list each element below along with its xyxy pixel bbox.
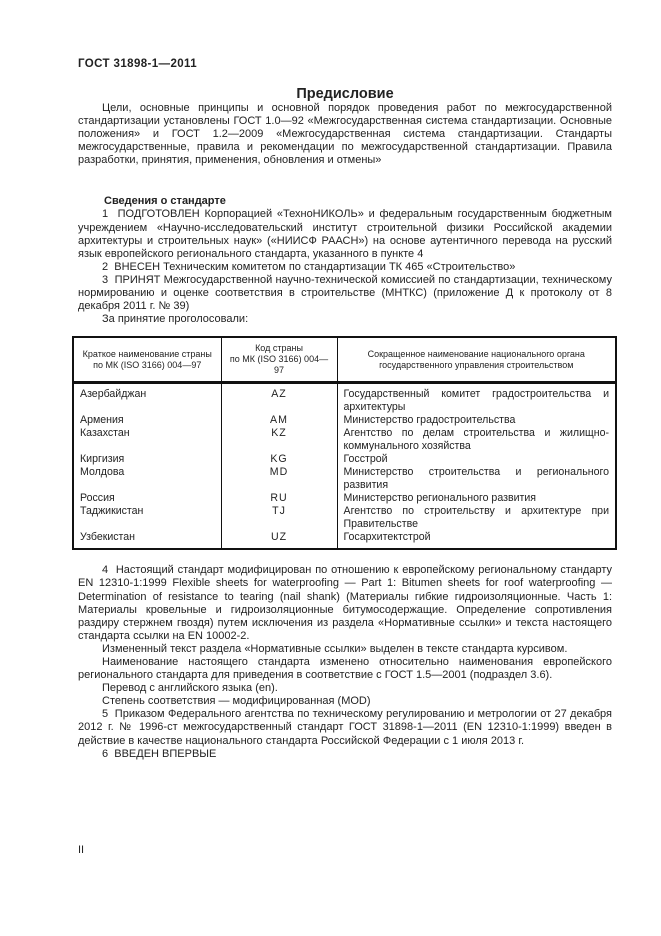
table-row bbox=[73, 383, 616, 415]
org-cell: Министерство градостроительства bbox=[337, 414, 616, 427]
code-cell: AM bbox=[221, 414, 337, 427]
clause-4-note-translation: Перевод с английского языка (en). bbox=[102, 682, 278, 695]
country-cell: Казахстан bbox=[73, 427, 221, 453]
country-cell: Молдова bbox=[73, 466, 221, 492]
voting-table bbox=[72, 336, 617, 550]
org-cell: Госархитектстрой bbox=[337, 531, 616, 549]
code-cell: UZ bbox=[221, 531, 337, 549]
voting-table-body bbox=[73, 383, 616, 550]
vote-caption: За принятие проголосовали: bbox=[102, 313, 249, 326]
clause-4-note-renamed: Наименование настоящего стандарта изменено относительно наименования европейского регионального стандарта для приведения в соответствие с ГОСТ 1.5—2001 (подраздел 3.6). bbox=[78, 655, 612, 682]
table-row bbox=[73, 414, 616, 427]
clause-1-prepared-by: 1 ПОДГОТОВЛЕН Корпорацией «ТехноНИКОЛЬ» и федеральным государственным бюджетным учреждением «Научно-исследовательский институт строительной физики Российской академии архитектуры и строительных наук» («НИИСФ РААСН») на основе аутентичного перевода на русский язык европейского регионального стандарта, указанного в пункте 4 bbox=[78, 208, 612, 260]
country-cell: Армения bbox=[73, 414, 221, 427]
org-cell: Министерство регионального развития bbox=[337, 492, 616, 505]
code-cell: TJ bbox=[221, 505, 337, 531]
table-row bbox=[73, 453, 616, 466]
org-cell: Агентство по делам строительства и жилищно-коммунального хозяйства bbox=[337, 427, 616, 453]
clause-2-submitted-by: 2 ВНЕСЕН Техническим комитетом по стандартизации ТК 465 «Строительство» bbox=[102, 260, 516, 273]
table-row bbox=[73, 531, 616, 549]
org-cell: Агентство по строительству и архитектуре при Правительстве bbox=[337, 505, 616, 531]
country-cell: Таджикистан bbox=[73, 505, 221, 531]
org-cell: Госстрой bbox=[337, 453, 616, 466]
foreword-intro-paragraph: Цели, основные принципы и основной порядок проведения работ по межгосударственной стандартизации установлены ГОСТ 1.0—92 «Межгосударственная система стандартизации. Основные положения» и ГОСТ 1.2—2009 «Межгосударственная система стандартизации. Стандарты межгосударственные, правила и рекомендации по межгосударственной стандартизации. Правила разработки, принятия, применения, обновления и отмены» bbox=[78, 102, 612, 167]
page-number: II bbox=[78, 844, 85, 856]
column-header-country: Краткое наименование страны по МК (ISO 3166) 004—97 bbox=[73, 337, 221, 383]
table-row bbox=[73, 492, 616, 505]
table-header-row bbox=[73, 337, 616, 383]
table-row bbox=[73, 505, 616, 531]
code-cell: KG bbox=[221, 453, 337, 466]
voting-table-header bbox=[73, 337, 616, 383]
doc-code: ГОСТ 31898-1—2011 bbox=[78, 58, 198, 70]
code-cell: MD bbox=[221, 466, 337, 492]
column-header-org: Сокращенное наименование национального органа государственного управления строительством bbox=[337, 337, 616, 383]
country-cell: Узбекистан bbox=[73, 531, 221, 549]
section-heading-standard-info: Сведения о стандарте bbox=[104, 195, 226, 208]
clause-3-adopted-by: 3 ПРИНЯТ Межгосударственной научно-технической комиссией по стандартизации, техническому нормированию и оценке соответствия в строительстве (МНТКС) (приложение Д к протоколу от 8 декабря 2011 г. № 39) bbox=[78, 273, 612, 313]
table-row bbox=[73, 427, 616, 453]
clause-6-first-introduced: 6 ВВЕДЕН ВПЕРВЫЕ bbox=[102, 747, 217, 760]
clause-4-note-italic-text: Измененный текст раздела «Нормативные ссылки» выделен в тексте стандарта курсивом. bbox=[102, 642, 568, 655]
clause-5-order: 5 Приказом Федерального агентства по техническому регулированию и метрологии от 27 декабря 2012 г. № 1996-ст межгосударственный стандарт ГОСТ 31898-1—2011 (EN 12310-1:1999) введен в действие в качестве национального стандарта Российской Федерации с 1 июля 2013 г. bbox=[78, 708, 612, 747]
page-title: Предисловие bbox=[296, 86, 394, 102]
country-cell: Россия bbox=[73, 492, 221, 505]
table-row bbox=[73, 466, 616, 492]
column-header-code: Код страны по МК (ISO 3166) 004—97 bbox=[221, 337, 337, 383]
clause-4-modified-standard: 4 Настоящий стандарт модифицирован по отношению к европейскому региональному стандарту EN 12310-1:1999 Flexible sheets for waterproofing — Part 1: Bitumen sheets for roof waterproofing — Determination of resistance to tearing (nail shank) (Материалы гибкие гидроизоляционные. Часть 1: Материалы кровельные и гидроизоляционные битумосодержащие. Определение сопротивления раздиру стержнем гвоздя) путем исключения из раздела «Нормативные ссылки» и текста настоящего стандарта ссылки на EN 10002-2. bbox=[78, 564, 612, 642]
code-cell: RU bbox=[221, 492, 337, 505]
country-cell: Азербайджан bbox=[73, 383, 221, 415]
code-cell: AZ bbox=[221, 383, 337, 415]
code-cell: KZ bbox=[221, 427, 337, 453]
clause-4-note-conformity-degree: Степень соответствия — модифицированная (MOD) bbox=[102, 695, 371, 708]
country-cell: Киргизия bbox=[73, 453, 221, 466]
org-cell: Государственный комитет градостроительства и архитектуры bbox=[337, 383, 616, 415]
org-cell: Министерство строительства и регионального развития bbox=[337, 466, 616, 492]
